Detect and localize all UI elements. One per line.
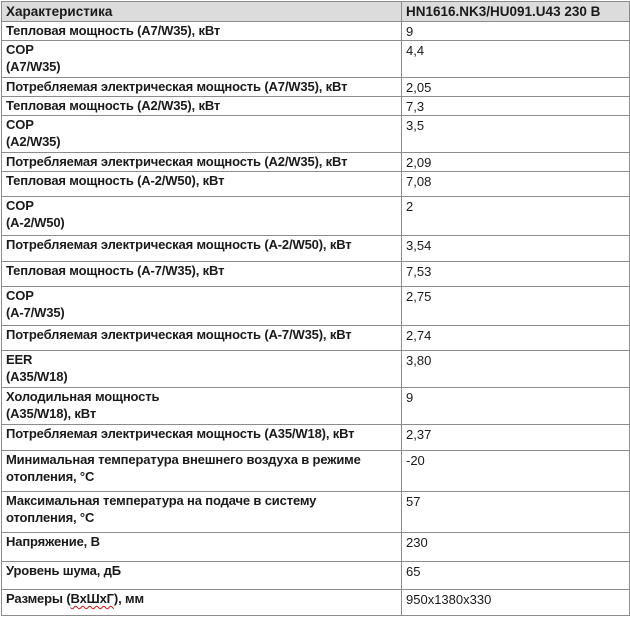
header-parameter: Характеристика xyxy=(2,2,402,22)
row-parameter-line2: (A-7/W35) xyxy=(6,305,65,320)
table-row xyxy=(2,236,630,262)
row-parameter-line1: Холодильная мощность xyxy=(6,389,160,404)
row-value: 7,53 xyxy=(402,262,630,287)
row-parameter xyxy=(2,492,402,533)
table-row xyxy=(2,22,630,41)
table-row xyxy=(2,451,630,492)
table-row xyxy=(2,262,630,287)
table-row xyxy=(2,492,630,533)
row-parameter-line1: Минимальная температура внешнего воздуха в режиме xyxy=(6,452,361,467)
row-value: 950х1380х330 xyxy=(402,590,630,616)
row-value: 2,37 xyxy=(402,425,630,451)
table-row xyxy=(2,533,630,562)
row-parameter: Потребляемая электрическая мощность (А2/W35), кВт xyxy=(2,153,402,172)
table-row xyxy=(2,116,630,153)
row-parameter-line1: Максимальная температура на подаче в систему xyxy=(6,493,317,508)
row-parameter xyxy=(2,41,402,78)
row-value: 57 xyxy=(402,492,630,533)
row-value: 3,54 xyxy=(402,236,630,262)
dimensions-label-suffix: ), мм xyxy=(113,591,144,606)
table-row xyxy=(2,562,630,590)
row-parameter: Тепловая мощность (А7/W35), кВт xyxy=(2,22,402,41)
row-parameter xyxy=(2,351,402,388)
row-parameter xyxy=(2,590,402,616)
row-value: 7,08 xyxy=(402,172,630,197)
row-parameter: Тепловая мощность (А-2/W50), кВт xyxy=(2,172,402,197)
row-parameter xyxy=(2,451,402,492)
row-value: 65 xyxy=(402,562,630,590)
table-row xyxy=(2,97,630,116)
table-row xyxy=(2,351,630,388)
row-parameter: Потребляемая электрическая мощность (А7/W35), кВт xyxy=(2,78,402,97)
row-parameter: Уровень шума, дБ xyxy=(2,562,402,590)
table-row xyxy=(2,326,630,351)
row-parameter: Напряжение, В xyxy=(2,533,402,562)
row-parameter-line1: COP xyxy=(6,117,34,132)
row-value: 3,80 xyxy=(402,351,630,388)
row-value: 4,4 xyxy=(402,41,630,78)
table-row xyxy=(2,197,630,236)
table-row xyxy=(2,287,630,326)
table-row xyxy=(2,41,630,78)
row-value: 3,5 xyxy=(402,116,630,153)
row-parameter-line1: COP xyxy=(6,288,34,303)
row-value: 2,05 xyxy=(402,78,630,97)
table-row xyxy=(2,388,630,425)
table-row xyxy=(2,172,630,197)
row-parameter: Потребляемая электрическая мощность (А-7/W35), кВт xyxy=(2,326,402,351)
row-value: 2,09 xyxy=(402,153,630,172)
row-parameter xyxy=(2,116,402,153)
row-parameter: Потребляемая электрическая мощность (А35/W18), кВт xyxy=(2,425,402,451)
row-parameter-line2: отопления, °С xyxy=(6,469,95,484)
row-parameter-line2: отопления, °С xyxy=(6,510,95,525)
row-parameter xyxy=(2,287,402,326)
row-parameter-line2: (A-2/W50) xyxy=(6,215,65,230)
table-row xyxy=(2,78,630,97)
spec-table xyxy=(1,1,630,616)
table-row xyxy=(2,590,630,616)
table-row xyxy=(2,153,630,172)
row-value: 9 xyxy=(402,388,630,425)
row-parameter xyxy=(2,197,402,236)
row-parameter: Тепловая мощность (А-7/W35), кВт xyxy=(2,262,402,287)
row-parameter xyxy=(2,388,402,425)
table-header-row xyxy=(2,2,630,22)
row-value: 2 xyxy=(402,197,630,236)
row-parameter-line2: (A7/W35) xyxy=(6,59,61,74)
spellcheck-marked-word: ВхШхГ xyxy=(70,591,114,606)
row-value: 2,74 xyxy=(402,326,630,351)
row-value: 230 xyxy=(402,533,630,562)
row-parameter-line1: EER xyxy=(6,352,33,367)
row-parameter: Тепловая мощность (А2/W35), кВт xyxy=(2,97,402,116)
row-parameter-line1: COP xyxy=(6,42,34,57)
dimensions-label-prefix: Размеры ( xyxy=(6,591,71,606)
row-parameter-line2: (A35/W18) xyxy=(6,369,68,384)
row-value: 2,75 xyxy=(402,287,630,326)
table-row xyxy=(2,425,630,451)
row-value: 7,3 xyxy=(402,97,630,116)
header-model: HN1616.NK3/HU091.U43 230 В xyxy=(402,2,630,22)
row-parameter-line2: (A2/W35) xyxy=(6,134,61,149)
row-parameter-line1: COP xyxy=(6,198,34,213)
row-parameter-line2: (A35/W18), кВт xyxy=(6,406,97,421)
row-parameter: Потребляемая электрическая мощность (А-2/W50), кВт xyxy=(2,236,402,262)
row-value: 9 xyxy=(402,22,630,41)
row-value: -20 xyxy=(402,451,630,492)
